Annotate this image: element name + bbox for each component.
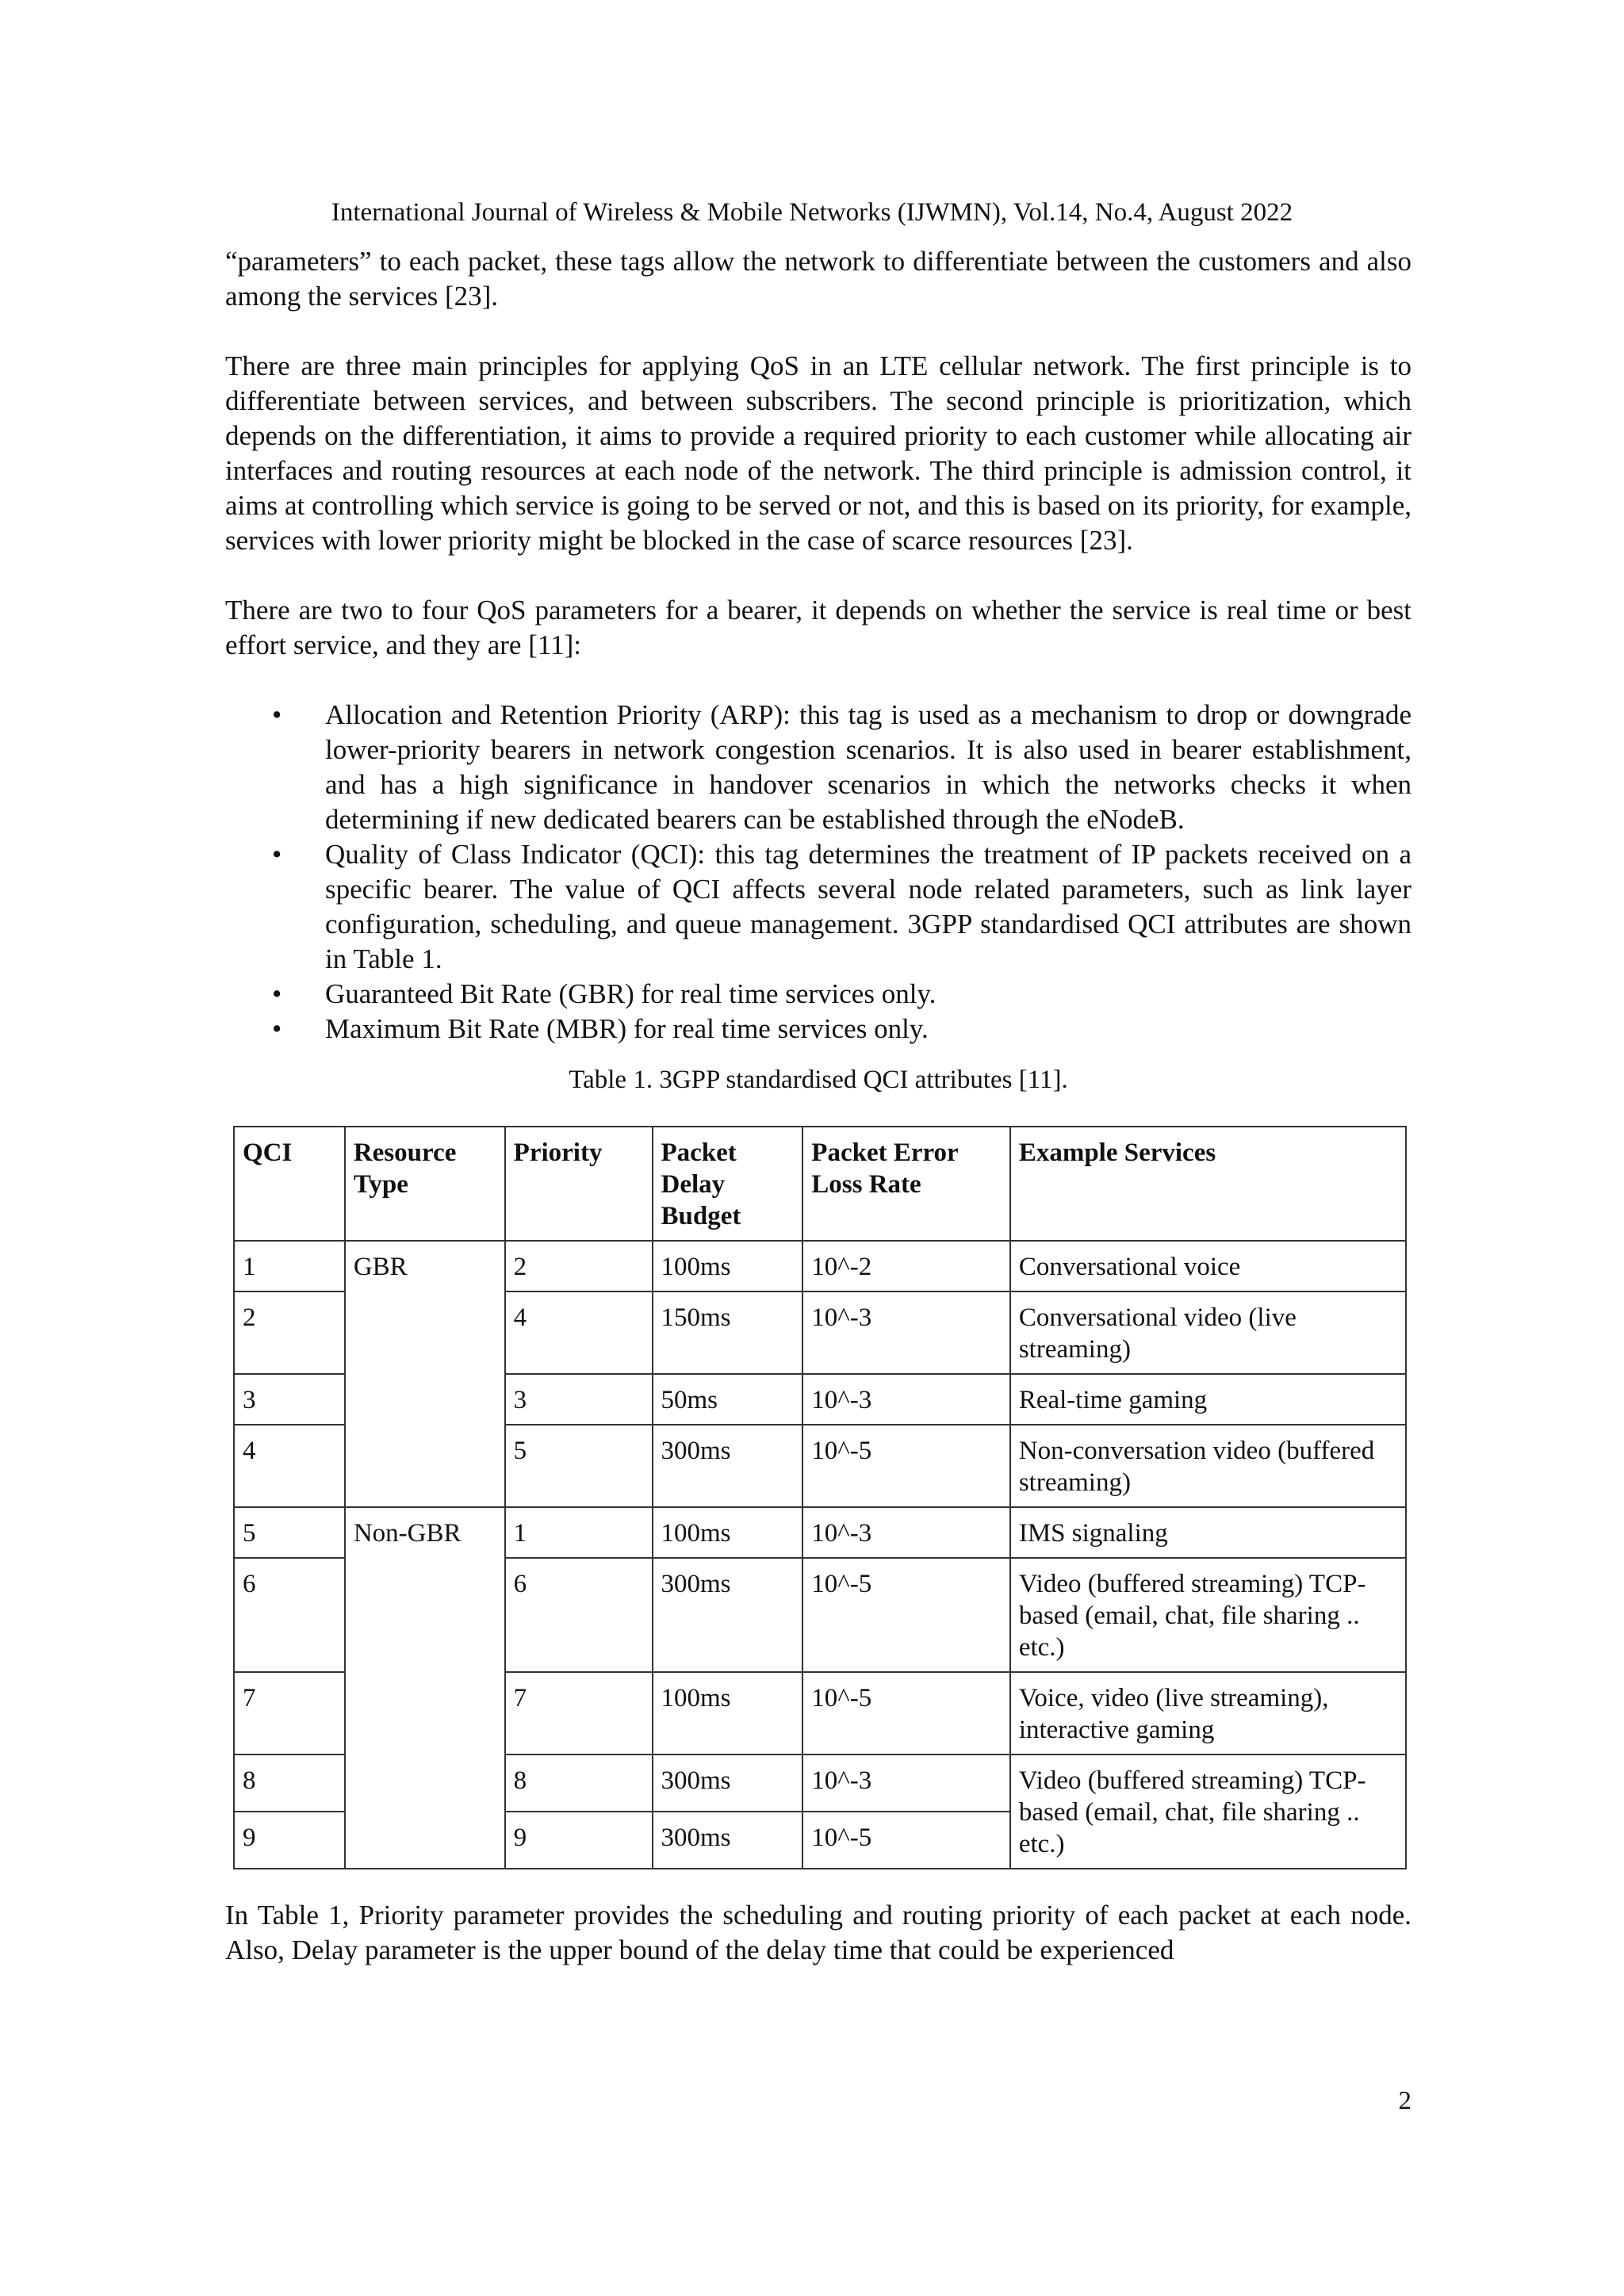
cell-priority: 4 (505, 1292, 653, 1374)
cell-qci: 4 (234, 1425, 345, 1507)
paragraph-table-explanation: In Table 1, Priority parameter provides the scheduling and routing priority of each packet at each node. Also, Delay parameter is the upper bound of the delay time that could be experienced (225, 1900, 1411, 1965)
cell-priority: 5 (505, 1425, 653, 1507)
cell-delay: 50ms (653, 1374, 803, 1425)
cell-services: Real-time gaming (1010, 1374, 1406, 1425)
cell-delay: 300ms (653, 1755, 803, 1812)
cell-qci: 3 (234, 1374, 345, 1425)
cell-delay: 100ms (653, 1672, 803, 1755)
list-item-arp (225, 698, 1411, 837)
cell-loss-rate: 10^-2 (802, 1241, 1010, 1292)
cell-priority: 7 (505, 1672, 653, 1755)
cell-priority: 6 (505, 1558, 653, 1672)
cell-delay: 300ms (653, 1812, 803, 1869)
cell-qci: 8 (234, 1755, 345, 1812)
cell-loss-rate: 10^-5 (802, 1558, 1010, 1672)
body-content (225, 244, 1411, 2003)
cell-qci: 5 (234, 1507, 345, 1558)
cell-qci: 7 (234, 1672, 345, 1755)
paragraph-qos-principles: There are three main principles for applying QoS in an LTE cellular network. The first principle is to differentiate between services, and between subscribers. The second principle is prioritization, which depends on the differentiation, it aims to provide a required priority to each customer while allocating air interfaces and routing resources at each node of the network. The third principle is admission control, it aims at controlling which service is going to be served or not, and this is based on its priority, for example, services with lower priority might be blocked in the case of scarce resources [23]. (225, 350, 1411, 556)
list-item-mbr (225, 1012, 1411, 1047)
cell-loss-rate: 10^-5 (802, 1812, 1010, 1869)
cell-qci: 1 (234, 1241, 345, 1292)
cell-loss-rate: 10^-3 (802, 1292, 1010, 1374)
table-header-row (234, 1127, 1406, 1241)
cell-loss-rate: 10^-5 (802, 1672, 1010, 1755)
header-priority: Priority (505, 1127, 653, 1241)
cell-loss-rate: 10^-3 (802, 1374, 1010, 1425)
list-item-text: Guaranteed Bit Rate (GBR) for real time services only. (325, 978, 936, 1009)
cell-delay: 100ms (653, 1507, 803, 1558)
header-packet-error-loss-rate: Packet Error Loss Rate (802, 1127, 1010, 1241)
cell-loss-rate: 10^-5 (802, 1425, 1010, 1507)
cell-resource-type-non-gbr: Non-GBR (345, 1507, 505, 1869)
cell-services: Voice, video (live streaming), interactive gaming (1010, 1672, 1406, 1755)
header-resource-type: Resource Type (345, 1127, 505, 1241)
cell-services: Video (buffered streaming) TCP-based (email, chat, file sharing .. etc.) (1010, 1558, 1406, 1672)
table-row (234, 1507, 1406, 1558)
cell-delay: 100ms (653, 1241, 803, 1292)
bullet-icon: • (272, 978, 282, 1009)
header-example-services: Example Services (1010, 1127, 1406, 1241)
cell-delay: 150ms (653, 1292, 803, 1374)
bullet-icon: • (272, 1013, 282, 1044)
header-qci: QCI (234, 1127, 345, 1241)
cell-services: Conversational voice (1010, 1241, 1406, 1292)
cell-priority: 9 (505, 1812, 653, 1869)
list-item-text: Quality of Class Indicator (QCI): this tag determines the treatment of IP packets received on a specific bearer. The value of QCI affects several node related parameters, such as link layer configuration, scheduling, and queue management. 3GPP standardised QCI attributes are shown in Table 1. (325, 839, 1411, 974)
table-row (234, 1241, 1406, 1292)
list-item-text: Maximum Bit Rate (MBR) for real time services only. (325, 1013, 929, 1044)
cell-resource-type-gbr: GBR (345, 1241, 505, 1507)
bullet-icon: • (272, 699, 282, 730)
cell-services-merged: Video (buffered streaming) TCP-based (email, chat, file sharing .. etc.) (1010, 1755, 1406, 1869)
cell-qci: 6 (234, 1558, 345, 1672)
cell-services: IMS signaling (1010, 1507, 1406, 1558)
header-packet-delay-budget: Packet Delay Budget (653, 1127, 803, 1241)
paragraph-continuation: “parameters” to each packet, these tags allow the network to differentiate between the customers and also among the services [23]. (225, 246, 1411, 312)
cell-priority: 8 (505, 1755, 653, 1812)
paragraph-qos-parameters: There are two to four QoS parameters for a bearer, it depends on whether the service is real time or best effort service, and they are [11]: (225, 595, 1411, 660)
cell-services: Conversational video (live streaming) (1010, 1292, 1406, 1374)
table-caption: Table 1. 3GPP standardised QCI attributes [11]. (569, 1066, 1068, 1094)
cell-delay: 300ms (653, 1425, 803, 1507)
cell-qci: 2 (234, 1292, 345, 1374)
cell-priority: 3 (505, 1374, 653, 1425)
cell-delay: 300ms (653, 1558, 803, 1672)
qci-attributes-table (233, 1126, 1407, 1869)
qos-parameter-list (225, 698, 1411, 1047)
cell-services: Non-conversation video (buffered streaming) (1010, 1425, 1406, 1507)
cell-priority: 2 (505, 1241, 653, 1292)
cell-priority: 1 (505, 1507, 653, 1558)
running-header: International Journal of Wireless & Mobile Networks (IJWMN), Vol.14, No.4, August 2022 (331, 198, 1293, 227)
page-number: 2 (1398, 2087, 1411, 2115)
cell-loss-rate: 10^-3 (802, 1755, 1010, 1812)
cell-qci: 9 (234, 1812, 345, 1869)
bullet-icon: • (272, 839, 282, 870)
list-item-text: Allocation and Retention Priority (ARP): this tag is used as a mechanism to drop or downgrade lower-priority bearers in network congestion scenarios. It is also used in bearer establishment, and has a high significance in handover scenarios in which the networks checks it when determining if new dedicated bearers can be established through the eNodeB. (325, 699, 1411, 835)
cell-loss-rate: 10^-3 (802, 1507, 1010, 1558)
list-item-qci (225, 837, 1411, 977)
list-item-gbr (225, 977, 1411, 1012)
